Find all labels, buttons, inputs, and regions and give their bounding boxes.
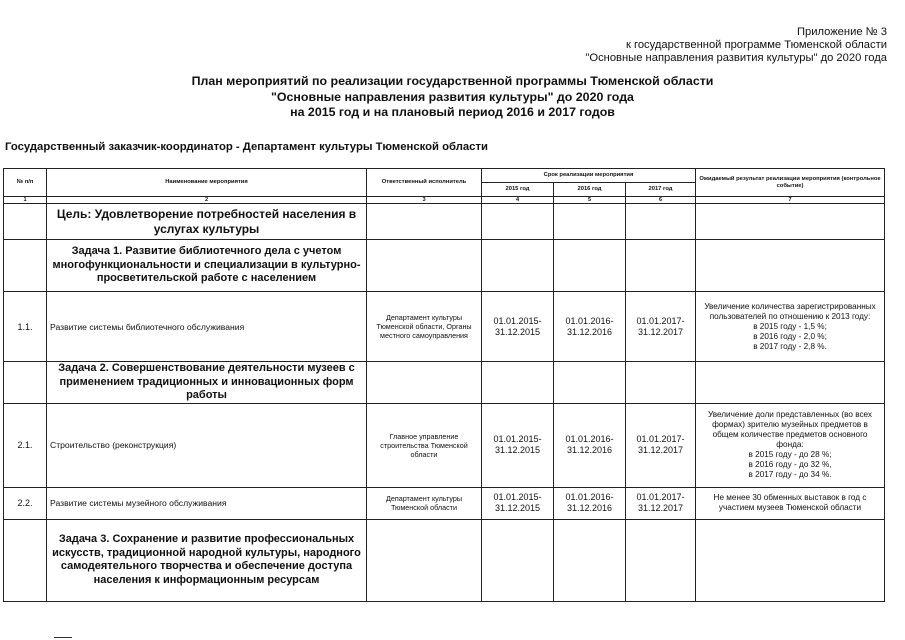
colnum: 1	[4, 197, 47, 204]
header-executor: Ответственный исполнитель	[367, 169, 482, 197]
result-line: в 2017 году - до 34 %.	[748, 470, 832, 479]
task-3-text: Задача 3. Сохранение и развитие профессиональных искусств, традиционной народной культуры, народного самодеятельного творчества и обеспечение доступа населения к информационным ресурсам	[47, 519, 367, 601]
header-2017: 2017 год	[626, 183, 696, 197]
appendix-note	[585, 26, 887, 65]
row-executor: Департамент культуры Тюменской области, Органы местного самоуправления	[367, 292, 482, 362]
goal-text: Цель: Удовлетворение потребностей населения в услугах культуры	[47, 204, 367, 240]
colnum: 4	[482, 197, 554, 204]
row-date-2015: 01.01.2015-31.12.2015	[482, 403, 554, 487]
row-date-2017: 01.01.2017-31.12.2017	[626, 403, 696, 487]
table-row	[4, 292, 885, 362]
header-row	[4, 169, 885, 183]
header-name: Наименование мероприятия	[47, 169, 367, 197]
result-line: в 2016 году - до 32 %,	[748, 460, 832, 469]
header-num: № п/п	[4, 169, 47, 197]
row-date-2017: 01.01.2017-31.12.2017	[626, 487, 696, 519]
scan-mark	[54, 637, 72, 638]
table-row	[4, 487, 885, 519]
title-line-3: на 2015 год и на плановый период 2016 и 2017 годов	[290, 105, 615, 119]
row-name: Строительство (реконструкция)	[47, 403, 367, 487]
row-name: Развитие системы библиотечного обслуживания	[47, 292, 367, 362]
header-period: Срок реализации мероприятия	[482, 169, 696, 183]
row-result	[696, 487, 885, 519]
task-row	[4, 240, 885, 292]
row-index: 2.2.	[4, 487, 47, 519]
result-line: в 2017 году - 2,8 %.	[753, 341, 827, 351]
row-date-2015: 01.01.2015-31.12.2015	[482, 292, 554, 362]
colnum: 3	[367, 197, 482, 204]
result-line: в 2016 году - 2,0 %;	[753, 331, 827, 341]
row-date-2016: 01.01.2016-31.12.2016	[554, 403, 626, 487]
row-index: 1.1.	[4, 292, 47, 362]
colnum: 7	[696, 197, 885, 204]
result-line: в 2015 году - до 28 %;	[748, 450, 832, 459]
row-index: 2.1.	[4, 403, 47, 487]
appendix-line-3: "Основные направления развития культуры" до 2020 года	[585, 52, 887, 64]
table-row	[4, 403, 885, 487]
customer-line: Государственный заказчик-координатор - Департамент культуры Тюменской области	[5, 141, 488, 153]
title-line-1: План мероприятий по реализации государственной программы Тюменской области	[191, 74, 714, 88]
appendix-line-1: Приложение № 3	[796, 26, 887, 38]
task-row	[4, 362, 885, 404]
header-2016: 2016 год	[554, 183, 626, 197]
goal-row	[4, 204, 885, 240]
column-number-row	[4, 197, 885, 204]
row-date-2016: 01.01.2016-31.12.2016	[554, 487, 626, 519]
result-line: в 2015 году - 1,5 %;	[753, 321, 827, 331]
row-result	[696, 403, 885, 487]
row-date-2015: 01.01.2015-31.12.2015	[482, 487, 554, 519]
result-line: Не менее 30 обменных выставок в год с участием музеев Тюменской области	[713, 493, 867, 512]
colnum: 2	[47, 197, 367, 204]
appendix-line-2: к государственной программе Тюменской области	[625, 39, 887, 51]
task-2-text: Задача 2. Совершенствование деятельности музеев с применением традиционных и инновационных форм работы	[47, 362, 367, 404]
colnum: 5	[554, 197, 626, 204]
row-result	[696, 292, 885, 362]
row-name: Развитие системы музейного обслуживания	[47, 487, 367, 519]
header-result: Ожидаемый результат реализации мероприятия (контрольное событие)	[696, 169, 885, 197]
title-line-2: "Основные направления развития культуры" до 2020 года	[271, 89, 634, 104]
header-2015: 2015 год	[482, 183, 554, 197]
colnum: 6	[626, 197, 696, 204]
row-date-2016: 01.01.2016-31.12.2016	[554, 292, 626, 362]
task-row	[4, 519, 885, 601]
document-title	[0, 74, 905, 121]
row-date-2017: 01.01.2017-31.12.2017	[626, 292, 696, 362]
task-1-text: Задача 1. Развитие библиотечного дела с учетом многофункциональности и специализации в культурно-просветительской работе с населением	[47, 240, 367, 292]
result-line: Увеличение количества зарегистрированных пользователей по отношению к 2013 году:	[704, 301, 876, 321]
plan-table	[3, 168, 885, 602]
result-line: Увеличение доли представленных (во всех формах) зрителю музейных предметов в общем количестве предметов основного фонда:	[708, 410, 873, 449]
row-executor: Департамент культуры Тюменской области	[367, 487, 482, 519]
row-executor: Главное управление строительства Тюменской области	[367, 403, 482, 487]
